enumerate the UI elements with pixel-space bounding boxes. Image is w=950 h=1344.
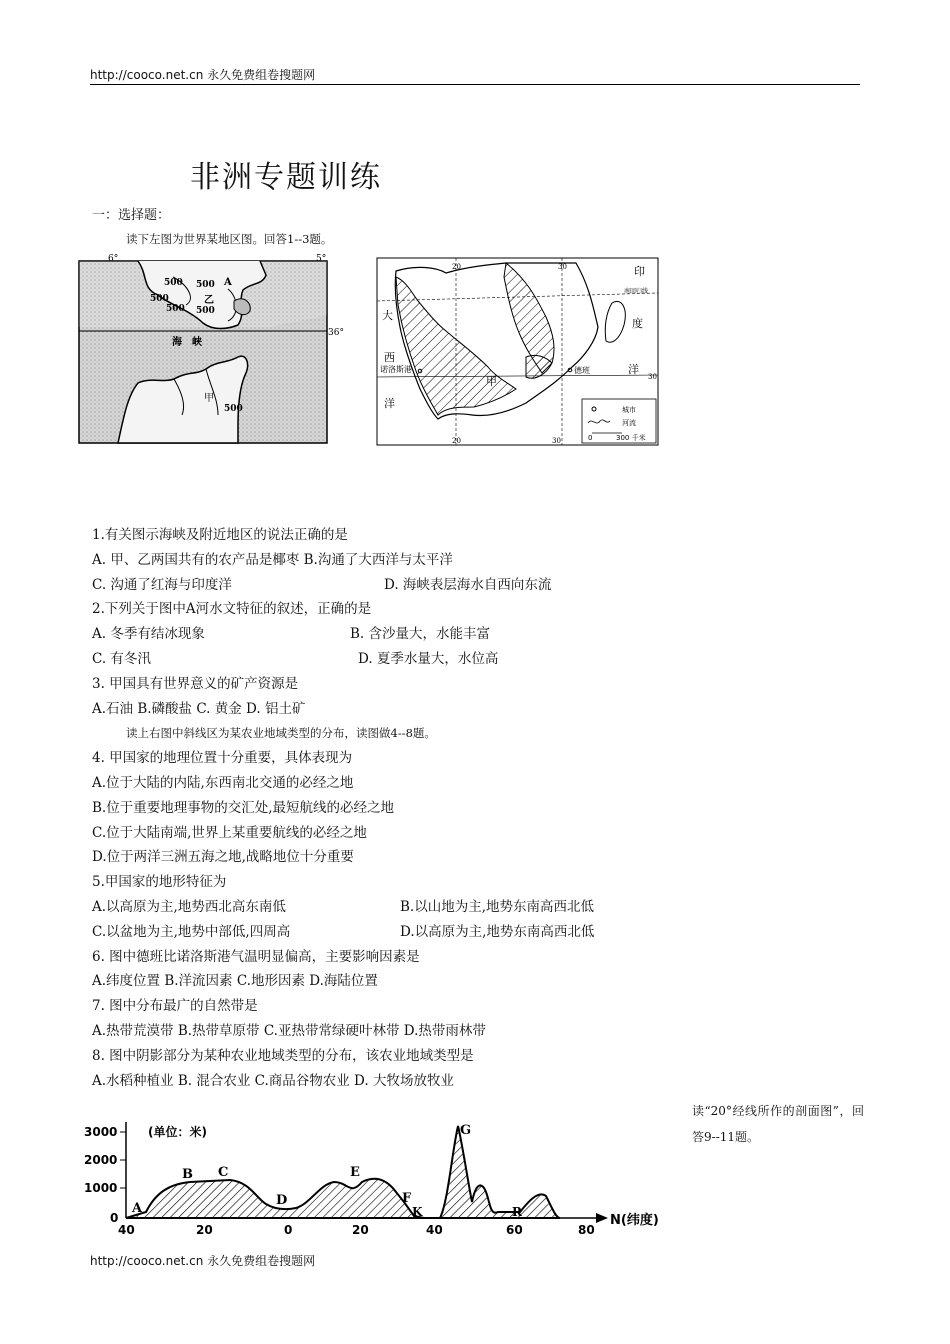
lon20-bottom-label: 20 bbox=[452, 437, 461, 445]
strait-label: 海 峡 bbox=[172, 337, 202, 348]
option-c: C. 沟通了红海与印度洋 bbox=[92, 576, 232, 593]
profile-intro: 读“20°经线所作的剖面图”，回答9--11题。 bbox=[692, 1104, 864, 1144]
option-d: D.以高原为主,地势东南高西北低 bbox=[400, 923, 595, 940]
option-d: D. 夏季水量大，水位高 bbox=[358, 650, 499, 667]
y-tick: 1000 bbox=[84, 1181, 118, 1195]
lat30-label: 30 bbox=[648, 373, 657, 381]
map-intro: 读下左图为世界某地区图。回答1--3题。 bbox=[126, 232, 333, 246]
legend-river: 河流 bbox=[622, 419, 636, 427]
y-tick: 0 bbox=[110, 1211, 119, 1225]
question-line: D.位于两洋三洲五海之地,战略地位十分重要 bbox=[92, 849, 354, 866]
atlantic-label-1: 大 bbox=[382, 309, 393, 322]
southern-africa-map bbox=[376, 257, 660, 447]
question-line: 3. 甲国具有世界意义的矿产资源是 bbox=[92, 675, 299, 692]
lon20-top-label: 20 bbox=[452, 263, 461, 271]
page-title: 非洲专题训练 bbox=[190, 160, 382, 195]
point-d: D bbox=[276, 1193, 288, 1208]
country-jia-label: 甲 bbox=[486, 375, 497, 388]
atlantic-label-2: 西 bbox=[384, 351, 395, 364]
strait-map bbox=[78, 254, 344, 445]
country-yi-label: 乙 bbox=[204, 295, 214, 306]
header-divider bbox=[90, 84, 860, 85]
x-tick: 80 bbox=[578, 1223, 595, 1237]
y-tick: 3000 bbox=[84, 1125, 118, 1139]
x-tick: 40 bbox=[426, 1223, 443, 1237]
option-b: B.以山地为主,地势东南高西北低 bbox=[400, 898, 595, 915]
point-b: B bbox=[182, 1167, 193, 1182]
question-line: 1.有关图示海峡及附近地区的说法正确的是 bbox=[92, 527, 348, 543]
contour-label: 500 bbox=[196, 306, 215, 316]
port-east-label: 德班 bbox=[574, 366, 590, 375]
unit-label: (单位：米) bbox=[148, 1125, 207, 1139]
page-header: http://cooco.net.cn 永久免费组卷搜题网 bbox=[90, 68, 316, 82]
contour-label: 500 bbox=[150, 294, 169, 304]
question-line: A.纬度位置 B.洋流因素 C.地形因素 D.海陆位置 bbox=[92, 973, 378, 990]
option-b: B. 含沙量大，水能丰富 bbox=[350, 626, 491, 643]
x-tick: 40 bbox=[118, 1223, 135, 1237]
question-line: 6. 图中德班比诺洛斯港气温明显偏高，主要影响因素是 bbox=[92, 948, 420, 965]
point-e: E bbox=[350, 1165, 360, 1180]
terrain-profile-chart bbox=[80, 1112, 690, 1242]
lon30-top-label: 30 bbox=[558, 263, 567, 271]
question-line: 7. 图中分布最广的自然带是 bbox=[92, 998, 258, 1015]
question-line: A.水稻种植业 B. 混合农业 C.商品谷物农业 D. 大牧场放牧业 bbox=[92, 1072, 454, 1089]
option-c: C.以盆地为主,地势中部低,四周高 bbox=[92, 923, 291, 940]
point-k: K bbox=[412, 1205, 423, 1219]
point-r: R bbox=[512, 1205, 522, 1219]
river-a-label: A bbox=[224, 277, 232, 288]
point-a: A bbox=[132, 1201, 143, 1216]
section-heading: 一：选择题： bbox=[92, 208, 171, 223]
x-tick: 0 bbox=[284, 1223, 293, 1237]
option-d: D. 海峡表层海水自西向东流 bbox=[384, 576, 552, 593]
indian-ocean-label-3: 洋 bbox=[628, 363, 639, 376]
question-line: A.热带荒漠带 B.热带草原带 C.亚热带常绿硬叶林带 D.热带雨林带 bbox=[92, 1022, 486, 1039]
contour-label: 500 bbox=[166, 304, 185, 314]
indian-ocean-label-2: 度 bbox=[632, 317, 643, 330]
question-line: 5.甲国家的地形特征为 bbox=[92, 874, 227, 891]
point-g: G bbox=[460, 1123, 472, 1138]
lon-right-label: 5° bbox=[316, 254, 327, 264]
question-line: 8. 图中阴影部分为某种农业地域类型的分布，该农业地域类型是 bbox=[92, 1047, 474, 1064]
question-line: B.位于重要地理事物的交汇处,最短航线的必经之地 bbox=[92, 799, 395, 816]
lon30-bottom-label: 30 bbox=[552, 437, 561, 445]
option-c: C. 有冬汛 bbox=[92, 650, 151, 667]
question-line bbox=[92, 647, 692, 672]
contour-label: 500 bbox=[196, 280, 215, 290]
question-intro: 读上右图中斜线区为某农业地域类型的分布，读图做4--8题。 bbox=[126, 726, 436, 741]
contour-label: 500 bbox=[164, 278, 183, 288]
point-f: F bbox=[402, 1191, 412, 1206]
contour-label: 500 bbox=[224, 404, 243, 414]
lat-label: 36° bbox=[328, 328, 344, 338]
port-west-label: 诺洛斯港 bbox=[380, 365, 412, 374]
lon-left-label: 6° bbox=[108, 254, 119, 264]
question-line bbox=[92, 895, 692, 920]
option-a: A.以高原为主,地势西北高东南低 bbox=[92, 898, 286, 915]
question-list bbox=[92, 523, 692, 1093]
question-line: A.石油 B.磷酸盐 C. 黄金 D. 铝土矿 bbox=[92, 700, 306, 717]
question-line: C.位于大陆南端,世界上某重要航线的必经之地 bbox=[92, 824, 367, 841]
scale-label: 300 千米 bbox=[616, 434, 646, 442]
question-line: A.位于大陆的内陆,东西南北交通的必经之地 bbox=[92, 774, 354, 791]
question-line bbox=[92, 622, 692, 647]
atlantic-label-3: 洋 bbox=[384, 397, 395, 410]
x-tick: 20 bbox=[196, 1223, 213, 1237]
indian-ocean-label-1: 印 bbox=[634, 265, 645, 278]
y-tick: 2000 bbox=[84, 1153, 118, 1167]
question-line bbox=[92, 573, 692, 598]
tropic-label: 南回归线 bbox=[624, 288, 649, 295]
x-tick: 60 bbox=[506, 1223, 523, 1237]
x-tick: 20 bbox=[352, 1223, 369, 1237]
point-c: C bbox=[218, 1165, 229, 1180]
x-axis-arrow bbox=[596, 1213, 608, 1223]
question-line bbox=[92, 920, 692, 945]
option-a: A. 冬季有结冰现象 bbox=[92, 626, 205, 643]
question-line: A. 甲、乙两国共有的农产品是椰枣 B.沟通了大西洋与太平洋 bbox=[92, 551, 453, 568]
legend-city: 城市 bbox=[622, 406, 636, 414]
question-line: 4. 甲国家的地理位置十分重要，具体表现为 bbox=[92, 750, 353, 767]
scale-zero: 0 bbox=[588, 434, 593, 442]
page-footer: http://cooco.net.cn 永久免费组卷搜题网 bbox=[90, 1254, 316, 1268]
question-line: 2.下列关于图中A河水文特征的叙述，正确的是 bbox=[92, 601, 372, 618]
x-axis-label: N(纬度) bbox=[610, 1213, 659, 1228]
country-jia-label: 甲 bbox=[204, 393, 214, 404]
